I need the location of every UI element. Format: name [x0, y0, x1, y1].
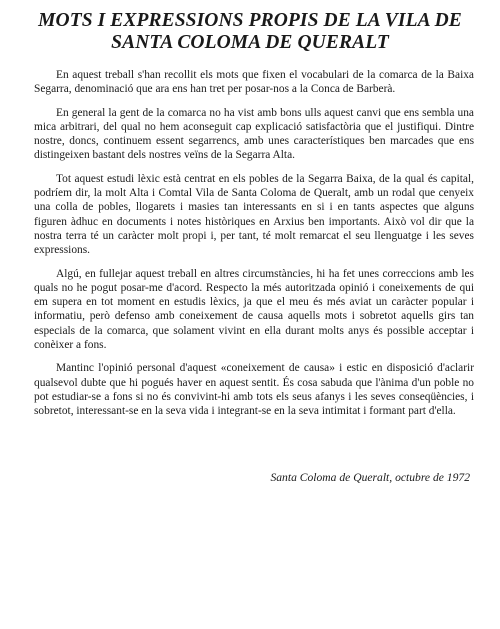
title-line-1: MOTS I EXPRESSIONS PROPIS DE LA VILA DE [38, 10, 462, 31]
paragraph-3: Tot aquest estudi lèxic està centrat en els pobles de la Segarra Baixa, de la qual és capital, podríem dir, la molt Alta i Comtal Vila de Santa Coloma de Queralt, amb un rodal que cenyeix una colla de pobles, llogarets i masies tan interessants en si i en tants aspectes que alguns figuren àdhuc en documents i notes històriques en Arxius ben importants. Això vol dir que la nostra terra té un caràcter molt propi i, per tant, té molt remarcat el seu llenguatge i les seves expressions. [34, 172, 474, 257]
paragraph-5: Mantinc l'opinió personal d'aquest «coneixement de causa» i estic en disposició d'aclarir qualsevol dubte que hi pogués haver en aquest sentit. És cosa sabuda que l'ànima d'un poble no pot estudiar-se a fons si no és convivint-hi amb tots els seus afanys i les seves conseqüències, i sobretot, interessant-se en la seva vida i integrant-se en la seva intimitat i formant part d'ella. [34, 362, 474, 418]
paragraph-1: En aquest treball s'han recollit els mots que fixen el vocabulari de la comarca de la Baixa Segarra, denominació que ara ens han tret per posar-nos a la Conca de Barberà. [34, 69, 474, 96]
title-line-2: SANTA COLOMA DE QUERALT [111, 32, 389, 53]
paragraph-4: Algú, en fullejar aquest treball en altres circumstàncies, hi ha fet unes correccions amb les quals no he pogut posar-me d'acord. Respecto la més autoritzada opinió i coneixements de qui em supera en tot moment en estudis lèxics, ja que el meu és més aviat un caràcter popular i informatiu, però defenso amb coneixement de causa aquells mots i sobretot aquells girs tan especials de la comarca, que solament vivint en ella durant molts anys és possible acceptar i conèixer a fons. [34, 267, 474, 352]
paragraph-2: En general la gent de la comarca no ha vist amb bons ulls aquest canvi que ens sembla una mica arbitrari, del qual no hem aconseguit cap explicació satisfactòria que el justifiqui. Dintre nostre, doncs, continuem essent segarrencs, amb unes característiques ben marcades que ens distingeixen bastant dels nostres veïns de la Segarra Alta. [34, 106, 474, 162]
document-body [34, 68, 474, 428]
document-title [20, 10, 480, 54]
place-date-signature: Santa Coloma de Queralt, octubre de 1972 [270, 471, 470, 484]
